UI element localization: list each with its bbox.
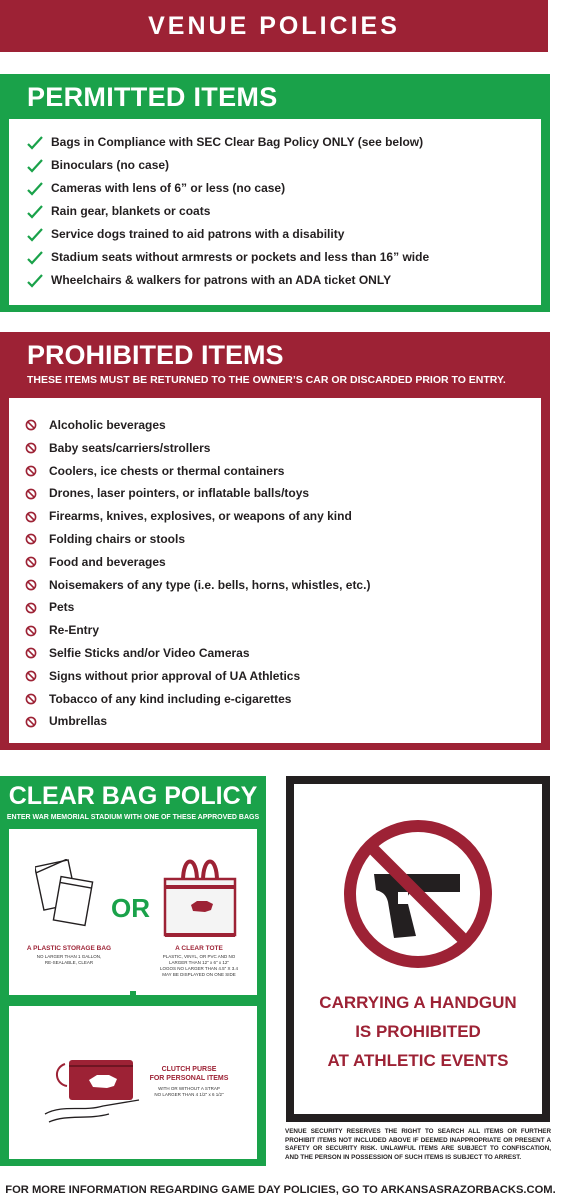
prohibited-item: [23, 688, 370, 711]
prohibited-item: [23, 665, 370, 688]
permitted-list-box: [9, 119, 541, 305]
prohibited-title: PROHIBITED ITEMS: [27, 340, 284, 370]
or-label: OR: [111, 893, 150, 923]
check-icon: [27, 251, 51, 265]
clutch-purse-icon: [43, 1034, 143, 1126]
prohibited-icon: [23, 715, 49, 729]
tote-desc-4: MAY BE DISPLAYED ON ONE SIDE: [162, 972, 236, 977]
prohibited-item-label: Alcoholic beverages: [49, 418, 166, 432]
prohibited-item: [23, 710, 370, 733]
prohibited-item: [23, 482, 370, 505]
prohibited-icon: [23, 601, 49, 615]
clutch-label-2: FOR PERSONAL ITEMS: [149, 1075, 229, 1082]
permitted-item-label: Wheelchairs & walkers for patrons with an ADA ticket ONLY: [51, 273, 392, 287]
prohibited-icon: [23, 646, 49, 660]
clutch-label-1: CLUTCH PURSE: [161, 1066, 217, 1073]
tote-desc-3: LOGOS NO LARGER THAN 4.5" X 3.4: [159, 966, 239, 971]
prohibited-subtitle: THESE ITEMS MUST BE RETURNED TO THE OWNER’S CAR OR DISCARDED PRIOR TO ENTRY.: [27, 374, 506, 386]
prohibited-item: [23, 574, 370, 597]
prohibited-icon: [23, 418, 49, 432]
permitted-item: [27, 246, 429, 269]
permitted-item: [27, 131, 429, 154]
permitted-item: [27, 223, 429, 246]
prohibited-icon: [23, 669, 49, 683]
permitted-item-label: Bags in Compliance with SEC Clear Bag Policy ONLY (see below): [51, 135, 424, 149]
prohibited-item: [23, 528, 370, 551]
prohibited-item-label: Pets: [49, 600, 75, 615]
prohibited-item-label: Coolers, ice chests or thermal containers: [49, 463, 285, 478]
security-disclaimer: VENUE SECURITY RESERVES THE RIGHT TO SEARCH ALL ITEMS OR FURTHER PROHIBIT ITEMS NOT INCLUDED ABOVE IF DEEMED INAPPROPRIATE OR PRESENT A SAFETY OR SECURITY RISK. UNLAWFUL ITEMS ARE SUBJECT TO CONFISCATION, AND THE PERSON IN POSSESSION OF SUCH ITEMS IS SUBJECT TO ARREST.: [285, 1128, 551, 1161]
tote-label: A CLEAR TOTE: [175, 945, 223, 952]
permitted-item: [27, 200, 429, 223]
prohibited-item: [23, 642, 370, 665]
tote-desc-2: LARGER THAN 12" x 6" x 12": [169, 960, 229, 965]
footer-info: FOR MORE INFORMATION REGARDING GAME DAY POLICIES, GO TO ARKANSASRAZORBACKS.COM.: [5, 1184, 556, 1196]
prohibited-item-label: Drones, laser pointers, or inflatable balls/toys: [49, 486, 310, 501]
prohibited-item-label: Folding chairs or stools: [49, 531, 186, 546]
prohibited-item-label: Firearms, knives, explosives, or weapons of any kind: [49, 509, 352, 524]
check-icon: [27, 159, 51, 173]
prohibited-icon: [23, 487, 49, 501]
prohibited-list-box: [9, 398, 541, 743]
prohibited-item: [23, 619, 370, 642]
prohibited-icon: [23, 464, 49, 478]
handgun-warning-line-3: AT ATHLETIC EVENTS: [327, 1051, 509, 1070]
prohibited-icon: [23, 532, 49, 546]
plastic-bag-label: A PLASTIC STORAGE BAG: [26, 945, 112, 952]
prohibited-item-label: Re-Entry: [49, 623, 100, 638]
permitted-item-label: Cameras with lens of 6” or less (no case): [51, 181, 286, 195]
permitted-item: [27, 269, 429, 292]
page-title: VENUE POLICIES: [0, 0, 548, 52]
prohibited-icon: [23, 578, 49, 592]
permitted-item-label: Service dogs trained to aid patrons with a disability: [51, 227, 345, 241]
tote-desc-1: PLASTIC, VINYL, OR PVC AND NO: [162, 954, 236, 959]
clear-tote-icon: [159, 851, 241, 941]
prohibited-item-label: Selfie Sticks and/or Video Cameras: [49, 645, 250, 660]
check-icon: [27, 205, 51, 219]
handgun-warning: [294, 988, 542, 1075]
clutch-desc-1: WITH OR WITHOUT A STRAP: [158, 1086, 220, 1091]
prohibited-item: [23, 460, 370, 483]
prohibited-icon: [23, 510, 49, 524]
permitted-item-label: Binoculars (no case): [51, 158, 170, 172]
prohibited-item: [23, 596, 370, 619]
prohibited-item-label: Food and beverages: [49, 554, 166, 569]
prohibited-item-label: Umbrellas: [49, 714, 108, 729]
permitted-list: [27, 131, 429, 292]
prohibited-item-label: Tobacco of any kind including e-cigarettes: [49, 691, 292, 706]
prohibited-item-label: Noisemakers of any type (i.e. bells, horns, whistles, etc.): [49, 577, 371, 592]
clutch-desc-2: NO LARGER THAN 4 1/2" x 6 1/2": [154, 1092, 224, 1097]
permitted-item-label: Rain gear, blankets or coats: [51, 204, 211, 218]
prohibited-item: [23, 414, 370, 437]
permitted-title: PERMITTED ITEMS: [27, 82, 278, 112]
clutch-panel: [9, 1006, 257, 1159]
prohibited-item-label: Signs without prior approval of UA Athletics: [49, 668, 301, 683]
prohibited-list: [23, 414, 370, 733]
permitted-item: [27, 154, 429, 177]
prohibited-item: [23, 437, 370, 460]
prohibited-icon: [23, 555, 49, 569]
prohibited-icon: [23, 624, 49, 638]
check-icon: [27, 136, 51, 150]
prohibited-item: [23, 551, 370, 574]
permitted-item-label: Stadium seats without armrests or pockets and less than 16” wide: [51, 250, 430, 264]
handgun-warning-line-2: IS PROHIBITED: [355, 1022, 481, 1041]
check-icon: [27, 182, 51, 196]
permitted-item: [27, 177, 429, 200]
plastic-bag-desc-1: NO LARGER THAN 1 GALLON,: [36, 954, 102, 959]
prohibited-item: [23, 505, 370, 528]
plastic-bag-icon: [35, 859, 97, 931]
no-handgun-icon: [342, 818, 494, 970]
prohibited-icon: [23, 441, 49, 455]
prohibited-icon: [23, 692, 49, 706]
check-icon: [27, 228, 51, 242]
plastic-bag-desc-2: RE-SEALABLE, CLEAR: [44, 960, 94, 965]
check-icon: [27, 274, 51, 288]
handgun-warning-line-1: CARRYING A HANDGUN: [319, 993, 517, 1012]
prohibited-item-label: Baby seats/carriers/strollers: [49, 440, 211, 455]
clear-bag-subtitle: ENTER WAR MEMORIAL STADIUM WITH ONE OF THESE APPROVED BAGS: [6, 814, 260, 821]
clear-bag-title: CLEAR BAG POLICY: [8, 782, 258, 810]
